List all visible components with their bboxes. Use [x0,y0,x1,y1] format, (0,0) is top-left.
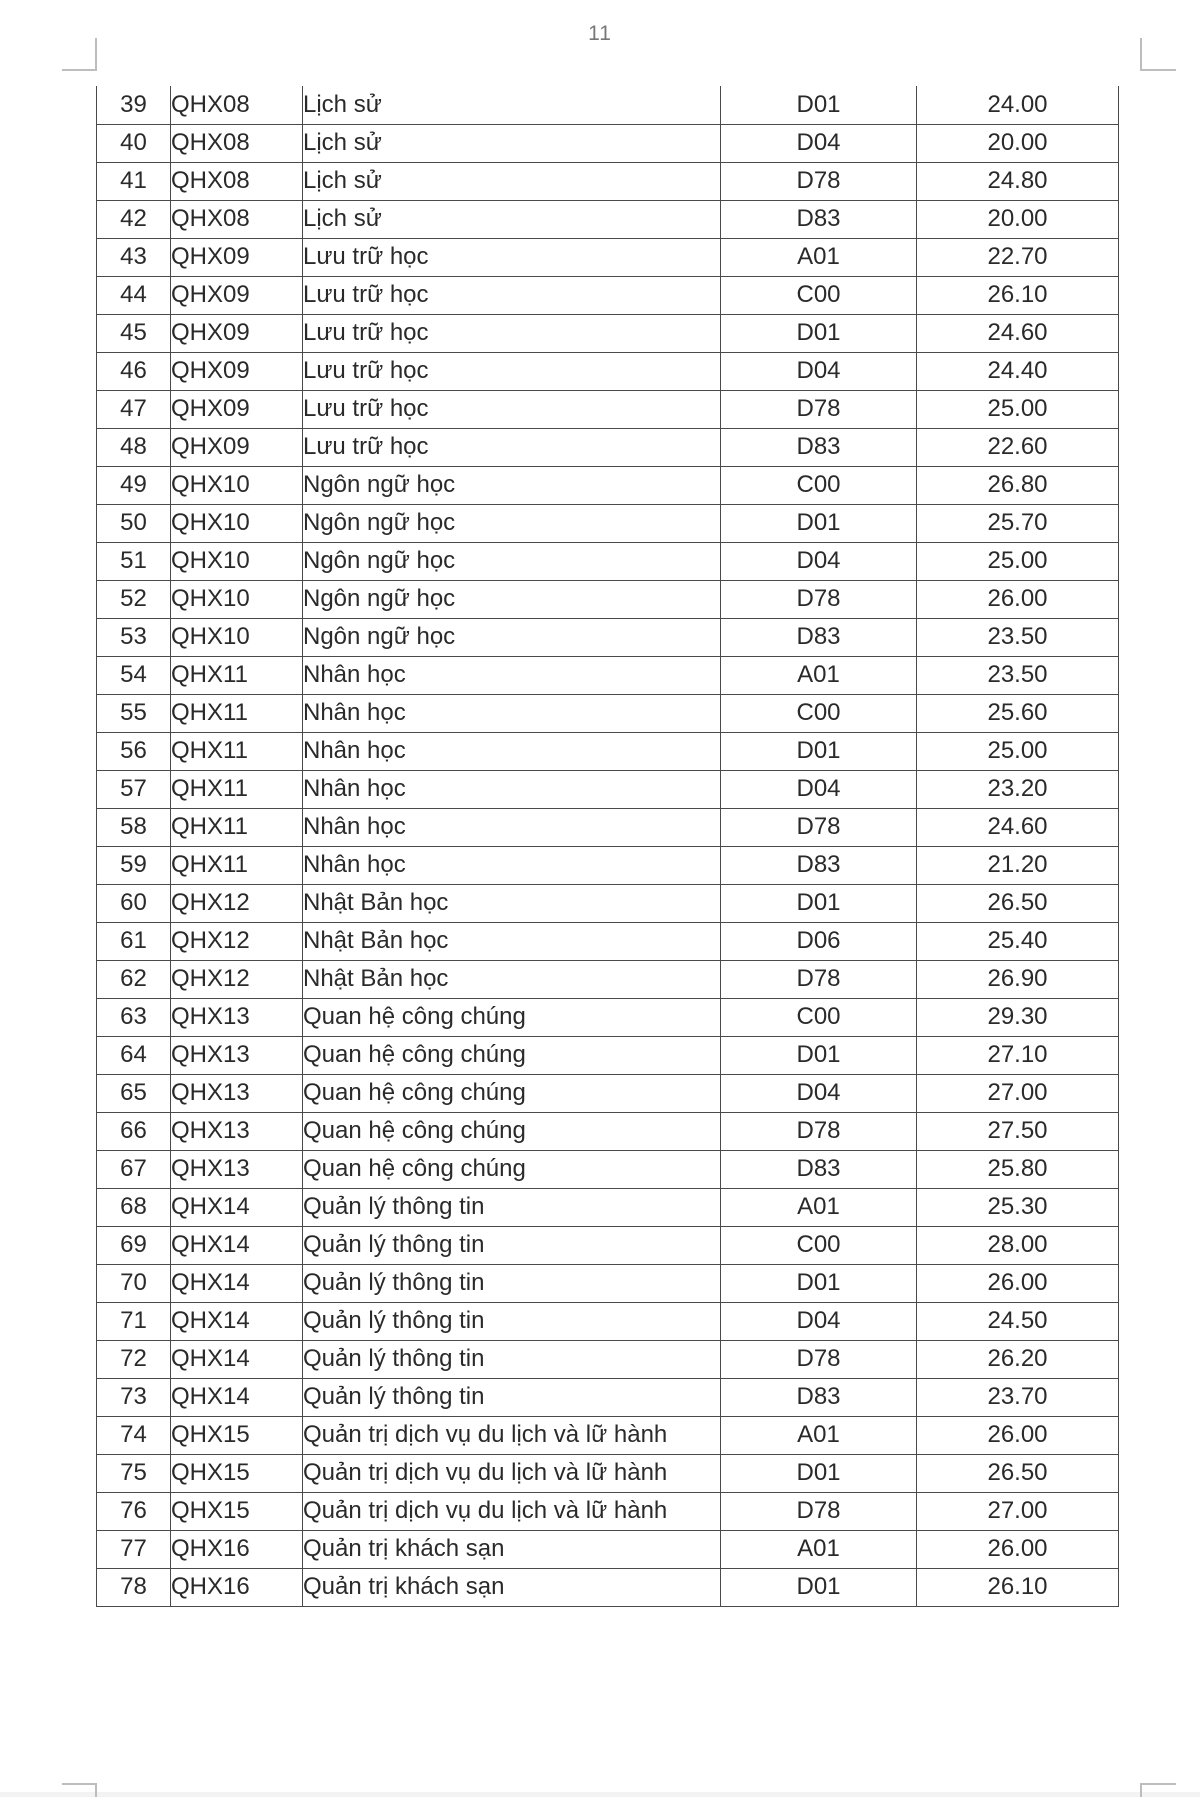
major-code-cell: QHX09 [171,390,303,428]
table-row [97,694,1119,732]
subject-combination-cell: C00 [721,694,917,732]
table-row [97,428,1119,466]
page-number: 11 [588,22,612,45]
major-code-cell: QHX14 [171,1264,303,1302]
table-row [97,352,1119,390]
crop-mark-top-left [62,38,97,71]
score-cell: 25.00 [917,732,1119,770]
major-code-cell: QHX13 [171,998,303,1036]
subject-combination-cell: C00 [721,1226,917,1264]
subject-combination-cell: D01 [721,884,917,922]
score-cell: 26.00 [917,580,1119,618]
major-name-cell: Lịch sử [303,200,721,238]
major-code-cell: QHX10 [171,618,303,656]
table-row [97,1454,1119,1492]
major-code-cell: QHX14 [171,1188,303,1226]
major-code-cell: QHX13 [171,1036,303,1074]
row-number-cell: 49 [97,466,171,504]
major-code-cell: QHX13 [171,1074,303,1112]
row-number-cell: 66 [97,1112,171,1150]
row-number-cell: 59 [97,846,171,884]
subject-combination-cell: D01 [721,1568,917,1606]
subject-combination-cell: C00 [721,276,917,314]
major-name-cell: Ngôn ngữ học [303,466,721,504]
major-name-cell: Quản trị dịch vụ du lịch và lữ hành [303,1416,721,1454]
subject-combination-cell: D78 [721,960,917,998]
table-row [97,770,1119,808]
table-row [97,1150,1119,1188]
major-code-cell: QHX10 [171,580,303,618]
subject-combination-cell: D83 [721,1378,917,1416]
row-number-cell: 46 [97,352,171,390]
table-row [97,238,1119,276]
subject-combination-cell: A01 [721,1188,917,1226]
score-cell: 27.00 [917,1074,1119,1112]
row-number-cell: 67 [97,1150,171,1188]
major-name-cell: Nhật Bản học [303,922,721,960]
table-row [97,1568,1119,1606]
crop-mark-top-right [1140,38,1176,71]
row-number-cell: 78 [97,1568,171,1606]
major-code-cell: QHX10 [171,504,303,542]
major-name-cell: Nhân học [303,770,721,808]
subject-combination-cell: D01 [721,504,917,542]
row-number-cell: 44 [97,276,171,314]
major-code-cell: QHX12 [171,884,303,922]
major-code-cell: QHX14 [171,1302,303,1340]
score-cell: 25.80 [917,1150,1119,1188]
row-number-cell: 69 [97,1226,171,1264]
major-name-cell: Quản lý thông tin [303,1302,721,1340]
subject-combination-cell: D04 [721,352,917,390]
row-number-cell: 41 [97,162,171,200]
admission-score-table [96,86,1119,1607]
crop-mark-bottom-left [62,1783,97,1797]
row-number-cell: 45 [97,314,171,352]
major-name-cell: Quan hệ công chúng [303,1074,721,1112]
major-code-cell: QHX11 [171,732,303,770]
major-name-cell: Quan hệ công chúng [303,1150,721,1188]
row-number-cell: 48 [97,428,171,466]
subject-combination-cell: D01 [721,1454,917,1492]
score-cell: 22.60 [917,428,1119,466]
row-number-cell: 60 [97,884,171,922]
row-number-cell: 56 [97,732,171,770]
score-cell: 26.10 [917,1568,1119,1606]
table-row [97,1530,1119,1568]
major-name-cell: Quản trị khách sạn [303,1530,721,1568]
score-cell: 27.00 [917,1492,1119,1530]
row-number-cell: 53 [97,618,171,656]
table-row [97,732,1119,770]
score-cell: 24.60 [917,314,1119,352]
subject-combination-cell: C00 [721,998,917,1036]
subject-combination-cell: D78 [721,390,917,428]
table-row [97,276,1119,314]
score-cell: 26.20 [917,1340,1119,1378]
table-row [97,580,1119,618]
row-number-cell: 77 [97,1530,171,1568]
table-row [97,656,1119,694]
score-cell: 25.70 [917,504,1119,542]
major-code-cell: QHX15 [171,1416,303,1454]
score-cell: 26.10 [917,276,1119,314]
score-cell: 24.60 [917,808,1119,846]
table-row [97,314,1119,352]
score-cell: 20.00 [917,124,1119,162]
subject-combination-cell: D78 [721,808,917,846]
row-number-cell: 75 [97,1454,171,1492]
major-code-cell: QHX08 [171,162,303,200]
major-name-cell: Quản lý thông tin [303,1340,721,1378]
major-name-cell: Ngôn ngữ học [303,504,721,542]
row-number-cell: 63 [97,998,171,1036]
major-name-cell: Nhân học [303,808,721,846]
major-name-cell: Ngôn ngữ học [303,580,721,618]
major-code-cell: QHX08 [171,124,303,162]
major-code-cell: QHX12 [171,960,303,998]
score-cell: 25.60 [917,694,1119,732]
table-row [97,618,1119,656]
major-name-cell: Nhật Bản học [303,960,721,998]
major-code-cell: QHX08 [171,86,303,124]
major-code-cell: QHX09 [171,276,303,314]
major-name-cell: Quan hệ công chúng [303,1112,721,1150]
table-row [97,960,1119,998]
row-number-cell: 68 [97,1188,171,1226]
major-code-cell: QHX16 [171,1568,303,1606]
subject-combination-cell: D01 [721,1264,917,1302]
major-name-cell: Quản trị dịch vụ du lịch và lữ hành [303,1454,721,1492]
major-name-cell: Lưu trữ học [303,352,721,390]
row-number-cell: 74 [97,1416,171,1454]
score-cell: 20.00 [917,200,1119,238]
row-number-cell: 57 [97,770,171,808]
subject-combination-cell: D78 [721,1112,917,1150]
score-cell: 24.40 [917,352,1119,390]
score-cell: 24.50 [917,1302,1119,1340]
table-row [97,1074,1119,1112]
major-code-cell: QHX09 [171,352,303,390]
major-code-cell: QHX08 [171,200,303,238]
table-row [97,1036,1119,1074]
table-row [97,1302,1119,1340]
major-code-cell: QHX12 [171,922,303,960]
row-number-cell: 72 [97,1340,171,1378]
row-number-cell: 65 [97,1074,171,1112]
major-name-cell: Lưu trữ học [303,314,721,352]
major-name-cell: Quản trị dịch vụ du lịch và lữ hành [303,1492,721,1530]
subject-combination-cell: D01 [721,732,917,770]
major-code-cell: QHX11 [171,808,303,846]
row-number-cell: 70 [97,1264,171,1302]
subject-combination-cell: A01 [721,238,917,276]
major-code-cell: QHX13 [171,1112,303,1150]
subject-combination-cell: D01 [721,314,917,352]
subject-combination-cell: D78 [721,580,917,618]
major-name-cell: Quản lý thông tin [303,1188,721,1226]
table-row [97,1340,1119,1378]
subject-combination-cell: D04 [721,770,917,808]
row-number-cell: 50 [97,504,171,542]
score-cell: 26.00 [917,1416,1119,1454]
row-number-cell: 55 [97,694,171,732]
subject-combination-cell: A01 [721,1416,917,1454]
score-cell: 23.70 [917,1378,1119,1416]
score-cell: 26.00 [917,1264,1119,1302]
table-row [97,1188,1119,1226]
table-row [97,884,1119,922]
major-code-cell: QHX13 [171,1150,303,1188]
row-number-cell: 39 [97,86,171,124]
major-code-cell: QHX11 [171,846,303,884]
subject-combination-cell: C00 [721,466,917,504]
score-cell: 23.50 [917,618,1119,656]
score-cell: 25.40 [917,922,1119,960]
score-cell: 26.90 [917,960,1119,998]
major-name-cell: Nhân học [303,656,721,694]
major-code-cell: QHX11 [171,656,303,694]
major-name-cell: Nhân học [303,732,721,770]
subject-combination-cell: D83 [721,846,917,884]
table-row [97,542,1119,580]
subject-combination-cell: D06 [721,922,917,960]
score-cell: 27.50 [917,1112,1119,1150]
row-number-cell: 47 [97,390,171,428]
major-name-cell: Lưu trữ học [303,238,721,276]
table-row [97,1416,1119,1454]
row-number-cell: 73 [97,1378,171,1416]
subject-combination-cell: A01 [721,1530,917,1568]
major-name-cell: Quản trị khách sạn [303,1568,721,1606]
table-row [97,1264,1119,1302]
score-cell: 26.00 [917,1530,1119,1568]
table-row [97,390,1119,428]
score-cell: 26.50 [917,884,1119,922]
major-code-cell: QHX10 [171,542,303,580]
table-row [97,1378,1119,1416]
major-name-cell: Lịch sử [303,124,721,162]
score-cell: 21.20 [917,846,1119,884]
score-cell: 28.00 [917,1226,1119,1264]
major-code-cell: QHX14 [171,1378,303,1416]
score-cell: 25.00 [917,542,1119,580]
row-number-cell: 51 [97,542,171,580]
score-cell: 23.50 [917,656,1119,694]
table-row [97,86,1119,124]
subject-combination-cell: D83 [721,618,917,656]
major-name-cell: Quan hệ công chúng [303,1036,721,1074]
subject-combination-cell: D78 [721,1340,917,1378]
score-cell: 25.30 [917,1188,1119,1226]
major-code-cell: QHX09 [171,314,303,352]
major-code-cell: QHX11 [171,770,303,808]
major-code-cell: QHX09 [171,428,303,466]
major-code-cell: QHX15 [171,1454,303,1492]
subject-combination-cell: D83 [721,1150,917,1188]
subject-combination-cell: D04 [721,1302,917,1340]
subject-combination-cell: D83 [721,200,917,238]
score-cell: 23.20 [917,770,1119,808]
row-number-cell: 42 [97,200,171,238]
subject-combination-cell: A01 [721,656,917,694]
row-number-cell: 64 [97,1036,171,1074]
major-code-cell: QHX14 [171,1340,303,1378]
major-name-cell: Ngôn ngữ học [303,618,721,656]
score-cell: 27.10 [917,1036,1119,1074]
table-row [97,162,1119,200]
subject-combination-cell: D04 [721,542,917,580]
major-name-cell: Quan hệ công chúng [303,998,721,1036]
major-name-cell: Ngôn ngữ học [303,542,721,580]
major-name-cell: Nhân học [303,694,721,732]
subject-combination-cell: D78 [721,1492,917,1530]
score-table-body [97,86,1119,1606]
score-cell: 22.70 [917,238,1119,276]
major-name-cell: Nhật Bản học [303,884,721,922]
table-row [97,124,1119,162]
row-number-cell: 58 [97,808,171,846]
row-number-cell: 40 [97,124,171,162]
major-code-cell: QHX09 [171,238,303,276]
crop-mark-bottom-right [1140,1783,1176,1797]
score-cell: 24.00 [917,86,1119,124]
score-cell: 26.80 [917,466,1119,504]
table-row [97,1226,1119,1264]
major-name-cell: Quản lý thông tin [303,1378,721,1416]
row-number-cell: 62 [97,960,171,998]
table-row [97,1492,1119,1530]
major-name-cell: Quản lý thông tin [303,1226,721,1264]
subject-combination-cell: D04 [721,1074,917,1112]
row-number-cell: 61 [97,922,171,960]
subject-combination-cell: D01 [721,86,917,124]
row-number-cell: 43 [97,238,171,276]
major-code-cell: QHX16 [171,1530,303,1568]
row-number-cell: 71 [97,1302,171,1340]
major-name-cell: Lưu trữ học [303,428,721,466]
major-name-cell: Lịch sử [303,86,721,124]
major-name-cell: Lưu trữ học [303,390,721,428]
major-name-cell: Nhân học [303,846,721,884]
major-name-cell: Lịch sử [303,162,721,200]
major-name-cell: Quản lý thông tin [303,1264,721,1302]
table-row [97,504,1119,542]
subject-combination-cell: D83 [721,428,917,466]
major-name-cell: Lưu trữ học [303,276,721,314]
table-row [97,466,1119,504]
major-code-cell: QHX15 [171,1492,303,1530]
score-cell: 24.80 [917,162,1119,200]
table-row [97,846,1119,884]
row-number-cell: 76 [97,1492,171,1530]
table-row [97,200,1119,238]
score-cell: 26.50 [917,1454,1119,1492]
table-row [97,998,1119,1036]
subject-combination-cell: D78 [721,162,917,200]
major-code-cell: QHX10 [171,466,303,504]
score-cell: 29.30 [917,998,1119,1036]
row-number-cell: 52 [97,580,171,618]
score-cell: 25.00 [917,390,1119,428]
subject-combination-cell: D04 [721,124,917,162]
table-row [97,808,1119,846]
table-row [97,922,1119,960]
major-code-cell: QHX11 [171,694,303,732]
subject-combination-cell: D01 [721,1036,917,1074]
major-code-cell: QHX14 [171,1226,303,1264]
row-number-cell: 54 [97,656,171,694]
table-row [97,1112,1119,1150]
